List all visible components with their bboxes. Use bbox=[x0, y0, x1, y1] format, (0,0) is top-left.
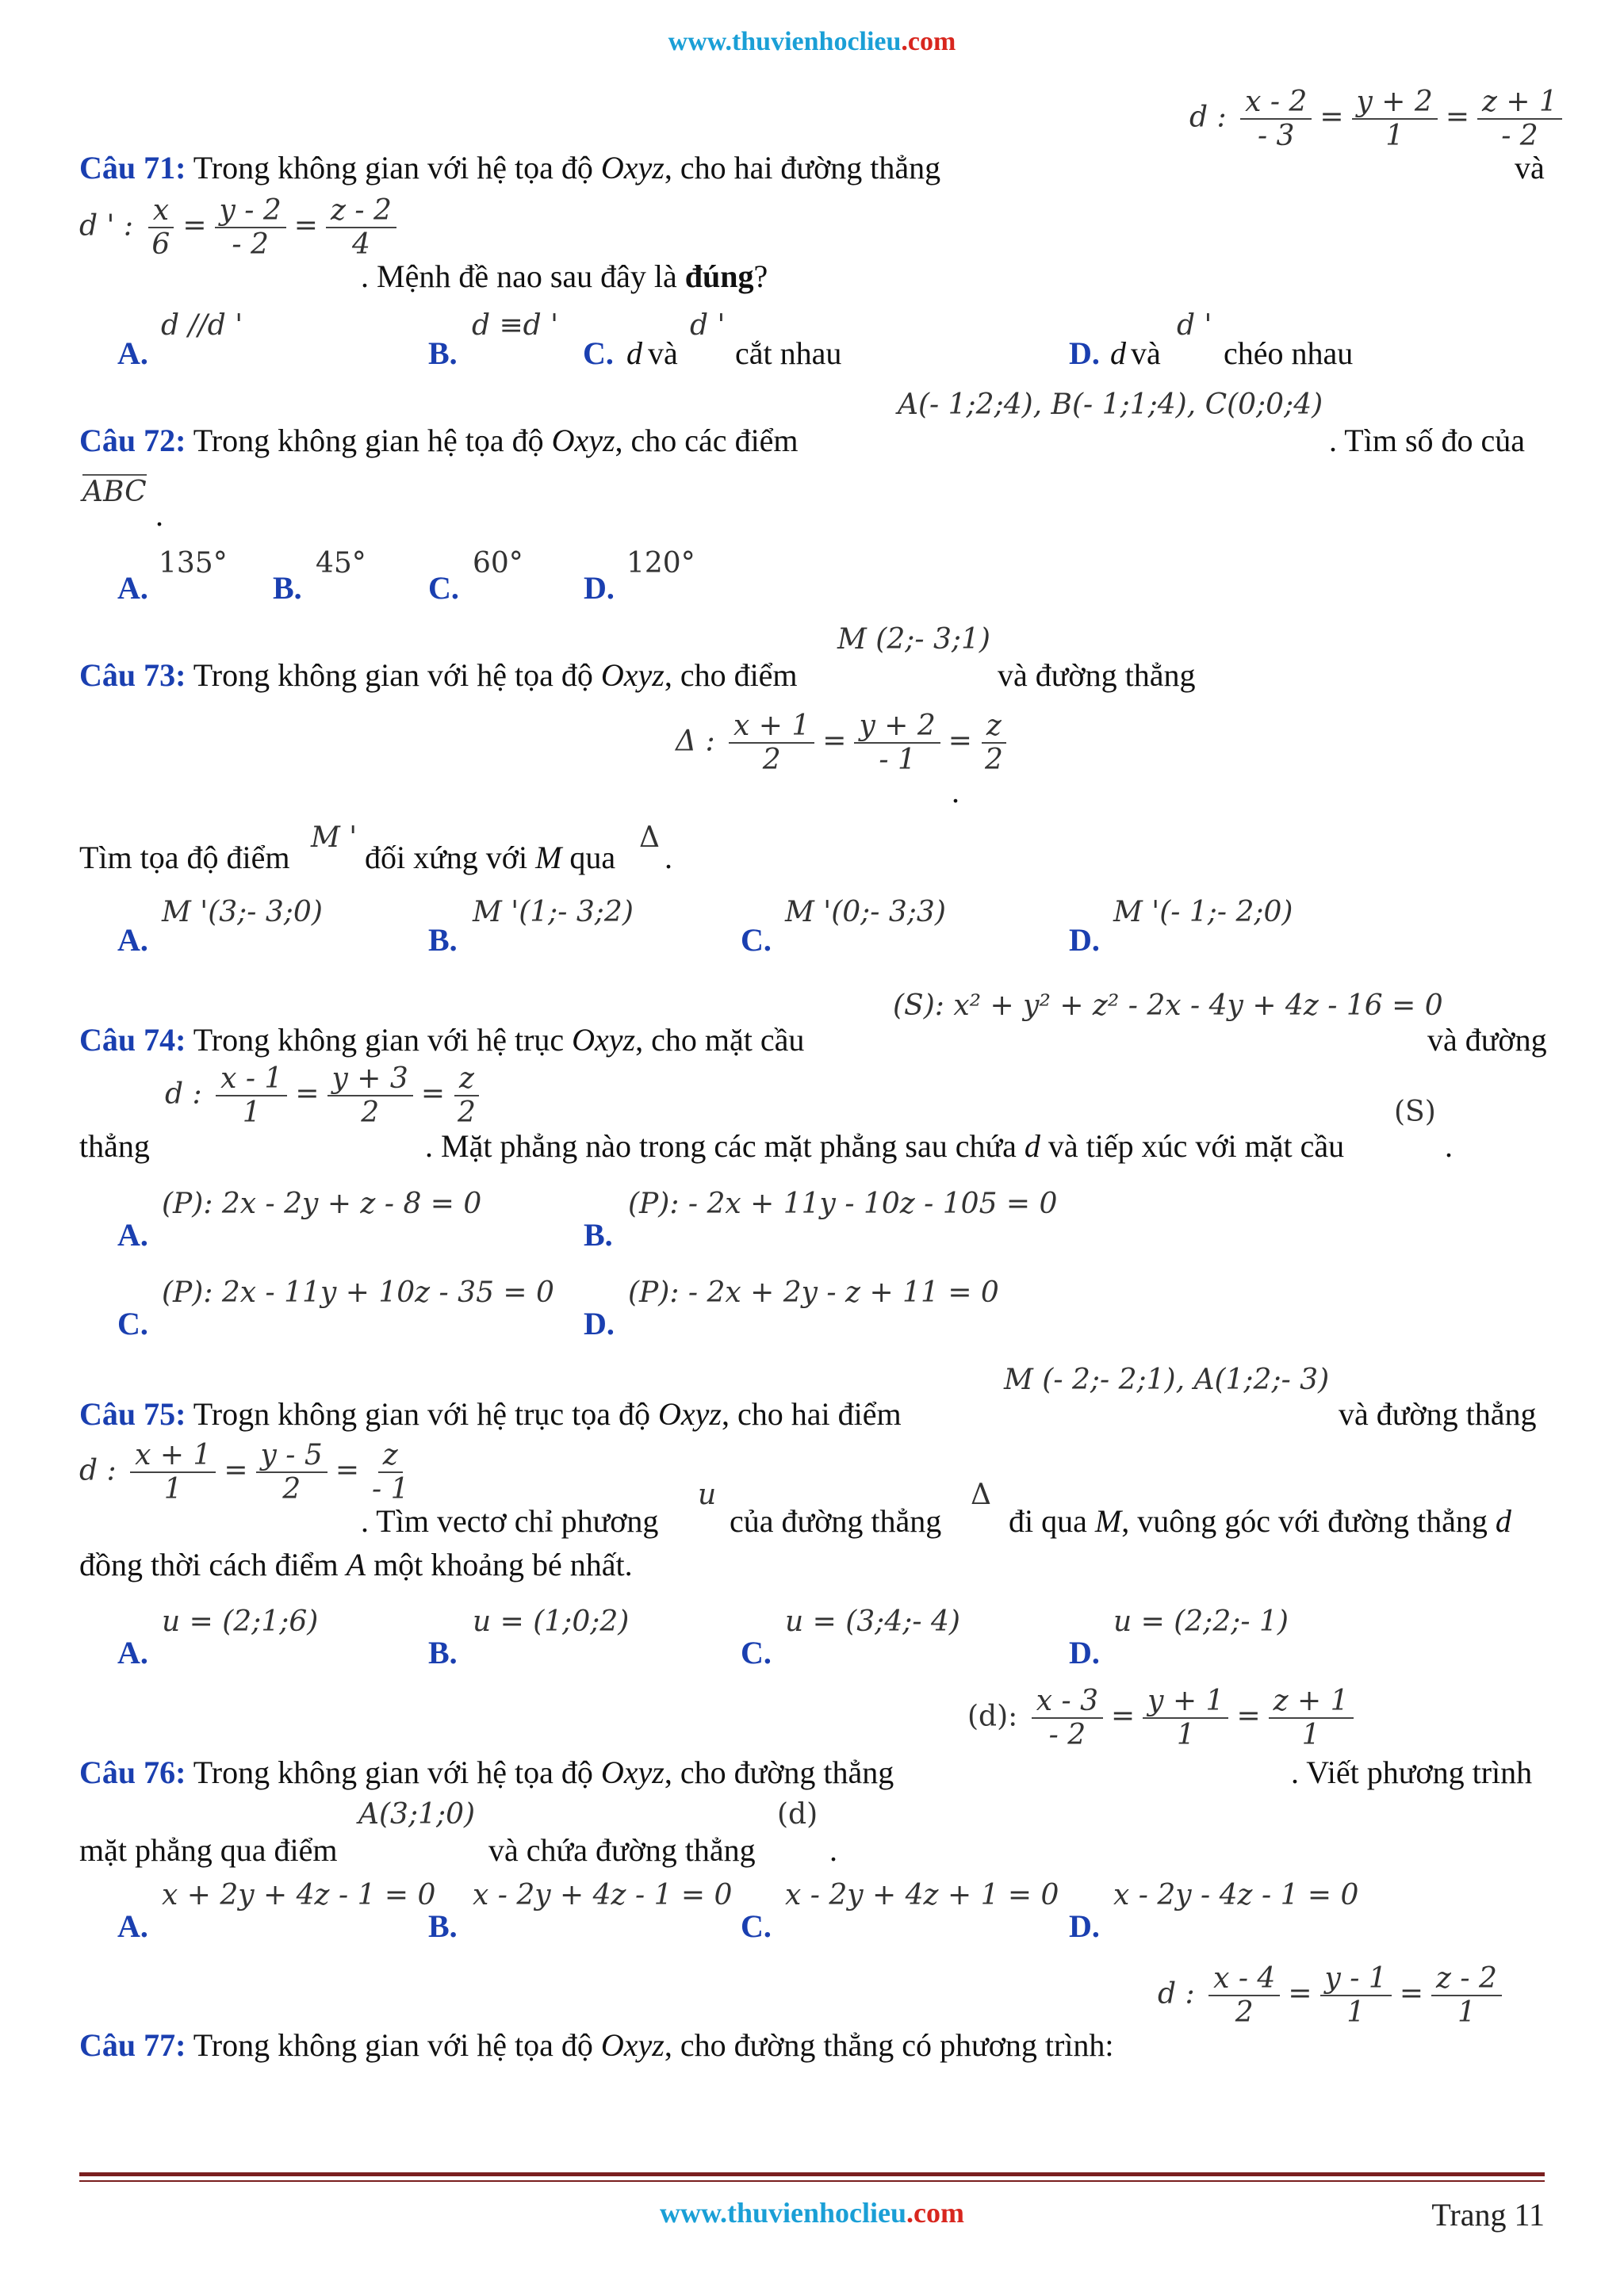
q76-line2-dot: . bbox=[829, 1832, 837, 1868]
q76-stem-line2-b: và chứa đường thẳng bbox=[488, 1832, 756, 1868]
header-site-main: www.thuvienhoclieu bbox=[668, 27, 902, 56]
q75-label: Câu 75: bbox=[79, 1396, 186, 1432]
q74-line2-dot: . bbox=[1445, 1128, 1453, 1164]
q71-label: Câu 71: bbox=[79, 150, 186, 186]
q75-stem-line2-a: . Tìm vectơ chỉ phương bbox=[361, 1503, 659, 1539]
q73-eq-dot: . bbox=[952, 774, 959, 809]
footer-site-main: www.thuvienhoclieu bbox=[659, 2197, 907, 2229]
q75-stem-line1: Câu 75: Trogn không gian với hệ trục tọa độ Oxyz, cho hai điểm bbox=[79, 1396, 902, 1432]
q73-mprime: M ' bbox=[311, 821, 358, 854]
q74-stem-line2-a: thẳng bbox=[79, 1128, 150, 1164]
q75-points: M (- 2;- 2;1), A(1;2;- 3) bbox=[1004, 1364, 1330, 1396]
q72-angle: ABC bbox=[82, 476, 147, 508]
q74-s: (S) bbox=[1394, 1096, 1436, 1128]
q76-stem-tail: . Viết phương trình bbox=[1291, 1755, 1533, 1790]
q76-d-equation: (d): $\frac{x - 3}{- 2}$ = $\frac{y + 1}{1}$ = $\frac{z + 1}{1}$ bbox=[967, 1685, 1358, 1752]
q74-d-equation: d : $\frac{x - 1}{1}$ = $\frac{y + 3}{2}$ = $\frac{z}{2}$ bbox=[165, 1062, 485, 1130]
q75-stem-line2-b: của đường thẳng bbox=[730, 1503, 942, 1539]
q73-line2-dot: . bbox=[665, 840, 672, 875]
q71-dprime-equation: d ' : $\frac{x}{6}$ = $\frac{y - 2}{- 2}$ = $\frac{z - 2}{4}$ bbox=[79, 194, 401, 262]
q75-d-equation: d : $\frac{x + 1}{1}$ = $\frac{y - 5}{2}$ = $\frac{z}{- 1}$ bbox=[79, 1439, 409, 1506]
q75-stem-line3: đồng thời cách điểm A một khoảng bé nhất. bbox=[79, 1547, 633, 1582]
q76-dname: (d) bbox=[777, 1798, 818, 1831]
q71-stem-line1: Câu 71: Trong không gian với hệ tọa độ Oxyz, cho hai đường thẳng bbox=[79, 150, 941, 186]
q72-dot: . bbox=[155, 497, 163, 533]
page-number: Trang 11 bbox=[1431, 2197, 1545, 2233]
q71-stem-line2: . Mệnh đề nao sau đây là đúng? bbox=[361, 258, 768, 294]
q73-delta-equation: Δ : $\frac{x + 1}{2}$ = $\frac{y + 2}{- 1}$ = $\frac{z}{2}$ bbox=[676, 710, 1013, 777]
q74-stem-line2-b: . Mặt phẳng nào trong các mặt phẳng sau chứa d và tiếp xúc với mặt cầu bbox=[425, 1128, 1345, 1164]
footer-divider-thin bbox=[79, 2180, 1545, 2182]
q74-label: Câu 74: bbox=[79, 1022, 186, 1058]
footer-site-tld: .com bbox=[906, 2197, 964, 2229]
q77-d-equation: d : $\frac{x - 4}{2}$ = $\frac{y - 1}{1}$ = $\frac{z - 2}{1}$ bbox=[1158, 1962, 1507, 2030]
q73-point: M (2;- 3;1) bbox=[837, 623, 990, 656]
q77-label: Câu 77: bbox=[79, 2027, 186, 2063]
q71-va: và bbox=[1515, 150, 1545, 186]
q73-stem-tail: và đường thẳng bbox=[998, 657, 1196, 693]
q72-label: Câu 72: bbox=[79, 423, 186, 458]
q73-label: Câu 73: bbox=[79, 657, 186, 693]
q75-delta: Δ bbox=[971, 1479, 991, 1511]
q73-stem-line2-b: đối xứng với M qua bbox=[365, 840, 616, 875]
q73-delta: Δ bbox=[639, 821, 660, 854]
q76-stem-line2-a: mặt phẳng qua điểm bbox=[79, 1832, 338, 1868]
q75-stem-tail: và đường thẳng bbox=[1339, 1396, 1537, 1432]
q74-stem-line1: Câu 74: Trong không gian với hệ trục Oxyz, cho mặt cầu bbox=[79, 1022, 805, 1058]
q76-label: Câu 76: bbox=[79, 1755, 186, 1790]
footer-divider-thick bbox=[79, 2172, 1545, 2176]
q72-stem-tail: . Tìm số đo của bbox=[1329, 423, 1526, 458]
q74-sphere-equation: (S): x² + y² + z² - 2x - 4y + 4z - 16 = 0 bbox=[893, 989, 1443, 1022]
header-site-link[interactable] bbox=[0, 27, 1624, 57]
q76-point: A(3;1;0) bbox=[358, 1798, 476, 1831]
q77-stem-line1: Câu 77: Trong không gian với hệ tọa độ Oxyz, cho đường thẳng có phương trình: bbox=[79, 2027, 1114, 2063]
q73-stem-line2: Tìm tọa độ điểm bbox=[79, 840, 290, 875]
footer-site-link[interactable] bbox=[0, 2196, 1624, 2229]
q72-stem-line1: Câu 72: Trong không gian hệ tọa độ Oxyz, cho các điểm bbox=[79, 423, 799, 458]
q75-stem-line2-c: đi qua M, vuông góc với đường thẳng d bbox=[1009, 1503, 1511, 1539]
q74-stem-tail: và đường bbox=[1427, 1022, 1547, 1058]
q72-points: A(- 1;2;4), B(- 1;1;4), C(0;0;4) bbox=[898, 388, 1323, 421]
header-site-tld: .com bbox=[901, 27, 956, 56]
q73-stem-line1: Câu 73: Trong không gian với hệ tọa độ Oxyz, cho điểm bbox=[79, 657, 798, 693]
q71-d-equation: d : $\frac{x - 2}{- 3}$ = $\frac{y + 2}{1}$ = $\frac{z + 1}{- 2}$ bbox=[1189, 86, 1567, 153]
q76-stem-line1: Câu 76: Trong không gian với hệ tọa độ Oxyz, cho đường thẳng bbox=[79, 1755, 894, 1790]
document-page: www.thuvienhoclieu.com d : $\frac{x - 2}{- 3}$ = $\frac{y + 2}{1}$ = $\frac{z + 1}{- 2}$ Câu 71: Trong không gian với hệ tọa độ Oxyz, cho hai đường thẳng và d ' : $\frac{x}{6}$ = $\frac{y - 2}{- 2}$ = $\frac{z - 2}{4}$ . Mệnh đề nao sau đây là đúng? A. d //d ' B. d ≡d ' C. d và d ' cắt nhau D. d và d ' chéo nhau A(- 1;2;4), B(- 1;1;4), C(0;0;4) Câu 72: Trong không gian hệ tọa độ Oxyz, cho các điểm . Tìm số đo của ABC . A. 135° B. 45° C. 60° D. 120° M (2;- 3;1) Câu 73: Trong không gian với hệ tọa độ Oxyz, cho điểm và đường thẳng Δ : $\frac{x + 1}{2}$ = $\frac{y + 2}{- 1}$ = $\frac{z}{2}$ . Tìm tọa độ điểm M ' đối xứng với M qua Δ . A. M '(3;- 3;0) B. M '(1;- 3;2) C. M '(0;- 3;3) D. M '(- 1;- 2;0) (S): x² + y² + z² - 2x - 4y + 4z - 16 = 0 Câu 74: Trong không gian với hệ trục Oxyz, cho mặt cầu và đường d : $\frac{x - 1}{1}$ = $\frac{y + 3}{2}$ = $\frac{z}{2}$ thẳng . Mặt phẳng nào trong các mặt phẳng sau chứa d và tiếp xúc với mặt cầu (S) . A. (P): 2x - 2y + z - 8 = 0 B. (P): - 2x + 11y - 10z - 105 = 0 C. (P): 2x - 11y + 10z - 35 = 0 D. (P): - 2x + 2y - z + 11 = 0 M (- 2;- 2;1), A(1;2;- 3) Câu 75: Trogn không gian với hệ trục tọa độ Oxyz, cho hai điểm và đường thẳng d : $\frac{x + 1}{1}$ = $\frac{y - 5}{2}$ = $\frac{z}{- 1}$ . Tìm vectơ chỉ phương u của đường thẳng Δ đi qua M, vuông góc với đường thẳng d đồng thời cách điểm A một khoảng bé nhất. A. u = (2;1;6) B. u = (1;0;2) C. u = (3;4;- 4) D. u = (2;2;- 1) (d): $\frac{x - 3}{- 2}$ = $\frac{y + 1}{1}$ = $\frac{z + 1}{1}$ Câu 76: Trong không gian với hệ tọa độ Oxyz, cho đường thẳng . Viết phương trình A(3;1;0) mặt phẳng qua điểm và chứa đường thẳng (d) . A. x + 2y + 4z - 1 = 0 B. x - 2y + 4z - 1 = 0 C. x - 2y + 4z + 1 = 0 D. x - 2y - 4z - 1 = 0 d : $\frac{x - 4}{2}$ = $\frac{y - 1}{1}$ = $\frac{z - 2}{1}$ Câu 77: Trong không gian với hệ tọa độ Oxyz, cho đường thẳng có phương trình: www.thuvienhoclieu.com Trang 11 bbox=[0, 0, 1624, 2296]
q75-u: u bbox=[698, 1479, 717, 1511]
